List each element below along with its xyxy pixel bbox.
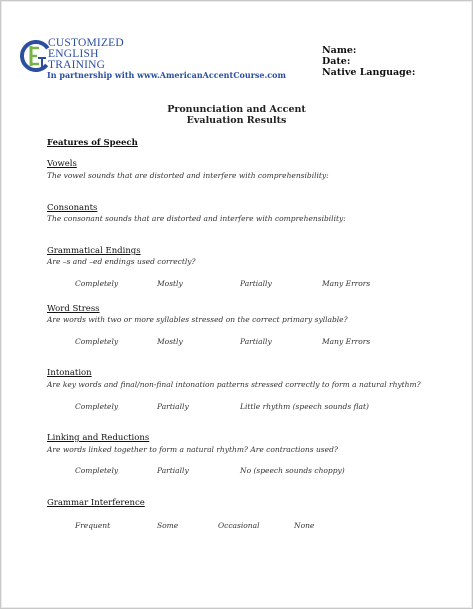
linking-option-partially: Partially: [157, 466, 189, 475]
grammar-interference-option-some: Some: [157, 521, 179, 530]
brand-line-2: ENGLISH: [48, 48, 99, 60]
word-stress-option-partially: Partially: [240, 337, 272, 346]
consonants-description: The consonant sounds that are distorted and interfere with comprehensibility:: [47, 214, 346, 223]
consonants-heading: Consonants: [47, 203, 98, 213]
grammatical-endings-question: Are –s and –ed endings used correctly?: [47, 257, 196, 266]
document-title: [0, 104, 473, 126]
title-line-1: Pronunciation and Accent: [167, 104, 306, 115]
word-stress-option-many-errors: Many Errors: [322, 337, 371, 346]
grammatical-endings-option-many-errors: Many Errors: [322, 279, 371, 288]
brand-name: [48, 38, 124, 71]
intonation-option-completely: Completely: [75, 402, 119, 411]
vowels-description: The vowel sounds that are distorted and interfere with comprehensibility:: [47, 171, 329, 180]
grammatical-endings-option-partially: Partially: [240, 279, 272, 288]
brand-line-1: CUSTOMIZED: [48, 37, 124, 49]
partnership-text: In partnership with www.AmericanAccentCourse.com: [47, 70, 286, 80]
grammar-interference-option-frequent: Frequent: [75, 521, 111, 530]
date-label: Date:: [322, 56, 351, 67]
intonation-heading: Intonation: [47, 368, 92, 378]
word-stress-heading: Word Stress: [47, 304, 100, 314]
word-stress-option-mostly: Mostly: [157, 337, 183, 346]
linking-question: Are words linked together to form a natural rhythm? Are contractions used?: [47, 445, 338, 454]
name-label: Name:: [322, 45, 357, 56]
grammar-interference-option-none: None: [294, 521, 315, 530]
brand-line-3: TRAINING: [48, 59, 106, 71]
word-stress-question: Are words with two or more syllables stressed on the correct primary syllable?: [47, 315, 348, 324]
grammatical-endings-option-completely: Completely: [75, 279, 119, 288]
grammatical-endings-heading: Grammatical Endings: [47, 246, 141, 256]
linking-heading: Linking and Reductions: [47, 433, 150, 443]
linking-option-completely: Completely: [75, 466, 119, 475]
grammar-interference-option-occasional: Occasional: [218, 521, 260, 530]
linking-option-no: No (speech sounds choppy): [240, 466, 345, 475]
intonation-option-partially: Partially: [157, 402, 189, 411]
native-language-label: Native Language:: [322, 67, 416, 78]
title-line-2: Evaluation Results: [186, 115, 287, 126]
word-stress-option-completely: Completely: [75, 337, 119, 346]
student-fields: [322, 45, 415, 78]
features-heading: Features of Speech: [47, 138, 138, 148]
intonation-question: Are key words and final/non-final intonation patterns stressed correctly to form a natural rhythm?: [47, 380, 421, 389]
vowels-heading: Vowels: [47, 159, 77, 169]
intonation-option-little-rhythm: Little rhythm (speech sounds flat): [240, 402, 369, 411]
grammatical-endings-option-mostly: Mostly: [157, 279, 183, 288]
grammar-interference-heading: Grammar Interference: [47, 498, 145, 508]
